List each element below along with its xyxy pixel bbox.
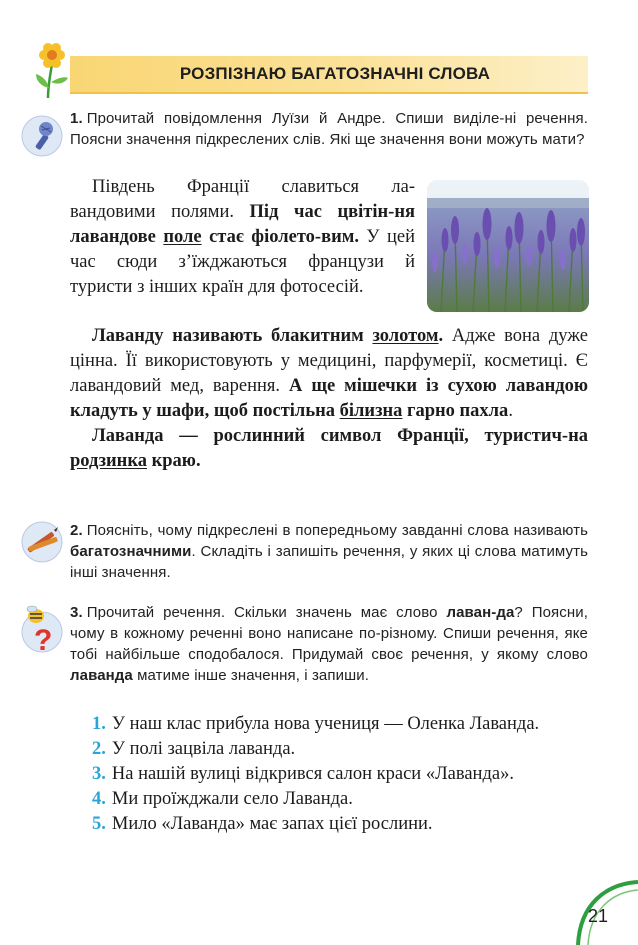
microphone-icon xyxy=(20,114,64,158)
task-2-number: 2. xyxy=(70,522,83,539)
list-item-number: 5. xyxy=(92,814,106,834)
task-3-text: Прочитай речення. Скільки значень має слово xyxy=(86,604,447,621)
svg-text:?: ? xyxy=(34,624,53,656)
story-bold: Під час цвітін-ня лавандове xyxy=(70,202,415,247)
question-bee-icon xyxy=(20,604,64,656)
list-item-number: 4. xyxy=(92,789,106,809)
story-bold: А ще мішечки із сухою лавандою кладуть у шафи, щоб постільна xyxy=(70,376,588,421)
task-3-text: ? Поясни, чому в кожному реченні воно написане по-різному. Спиши речення, яке тобі найбільше сподобалося. Придумай своє речення, у якому слово xyxy=(70,604,588,663)
list-item-text: На нашій вулиці відкрився салон краси «Лаванда». xyxy=(111,764,514,784)
task-1-text: Прочитай повідомлення Луїзи й Андре. Спиши виділе-ні речення. Поясни значення підкреслених слів. Які ще значення вони можуть мати? xyxy=(70,110,588,148)
list-item-number: 2. xyxy=(92,739,106,759)
task-1 xyxy=(70,108,588,150)
list-item-text: Ми проїжджали село Лаванда. xyxy=(111,789,353,809)
task-3 xyxy=(70,602,588,686)
underlined-word-zoloto: золотом xyxy=(372,326,439,346)
task-2-bold: багатозначними xyxy=(70,543,192,560)
flower-icon xyxy=(28,42,74,100)
story-text: Південь Франції славиться ла-вандовими полями. xyxy=(70,177,415,222)
list-item xyxy=(70,812,588,837)
story-bold: краю. xyxy=(146,451,201,471)
list-item xyxy=(70,737,588,762)
task-2-text: . Складіть і запишіть речення, у яких ці слова матимуть інші значення. xyxy=(70,543,588,581)
underlined-word-bilyzna: білизна xyxy=(339,401,403,421)
list-item-number: 3. xyxy=(92,764,106,784)
story-text: Адже вона дуже цінна. Її використовують у медицині, парфумерії, косметиці. Є лавандовий мед, варення. xyxy=(70,326,588,396)
story-paragraph-1 xyxy=(70,175,415,300)
list-item-number: 1. xyxy=(92,714,106,734)
list-item xyxy=(70,712,588,737)
page-number: 21 xyxy=(588,906,609,926)
story-bold: Лаванда — рослинний символ Франції, туристич-на xyxy=(92,426,588,446)
story-bold: стає фіолето-вим. xyxy=(201,227,359,247)
task-2-text: Поясніть, чому підкреслені в попередньому завданні слова називають xyxy=(86,522,588,539)
task-3-bold: лаван-да xyxy=(446,604,515,621)
story-paragraph-3 xyxy=(70,424,588,474)
story-text: У цей час сюди з’їжджаються французи й туристи з інших країн для фотосесій. xyxy=(70,227,415,297)
section-banner xyxy=(70,56,588,94)
task-2 xyxy=(70,520,588,583)
sentence-list xyxy=(70,712,588,837)
lavender-field-photo xyxy=(427,180,589,312)
underlined-word-pole: поле xyxy=(163,227,202,247)
list-item-text: Мило «Лаванда» має запах цієї рослини. xyxy=(111,814,433,834)
list-item-text: У наш клас прибула нова учениця — Оленка Лаванда. xyxy=(111,714,540,734)
task-1-number: 1. xyxy=(70,110,83,127)
task-3-number: 3. xyxy=(70,604,83,621)
pens-icon xyxy=(20,520,64,564)
story-paragraph-2 xyxy=(70,324,588,424)
task-3-bold: лаванда xyxy=(70,667,133,684)
story-continued xyxy=(70,324,588,474)
underlined-word-rodzynka: родзинка xyxy=(70,451,147,471)
task-3-text: матиме інше значення, і запиши. xyxy=(132,667,369,684)
story-text: . xyxy=(508,401,513,421)
section-title: РОЗПІЗНАЮ БАГАТОЗНАЧНІ СЛОВА xyxy=(179,64,491,83)
story-bold: . xyxy=(438,326,444,346)
story-bold: гарно пахла xyxy=(402,401,509,421)
list-item-text: У полі зацвіла лаванда. xyxy=(111,739,296,759)
story-bold: Лаванду називають блакитним xyxy=(92,326,373,346)
list-item xyxy=(70,762,588,787)
list-item xyxy=(70,787,588,812)
